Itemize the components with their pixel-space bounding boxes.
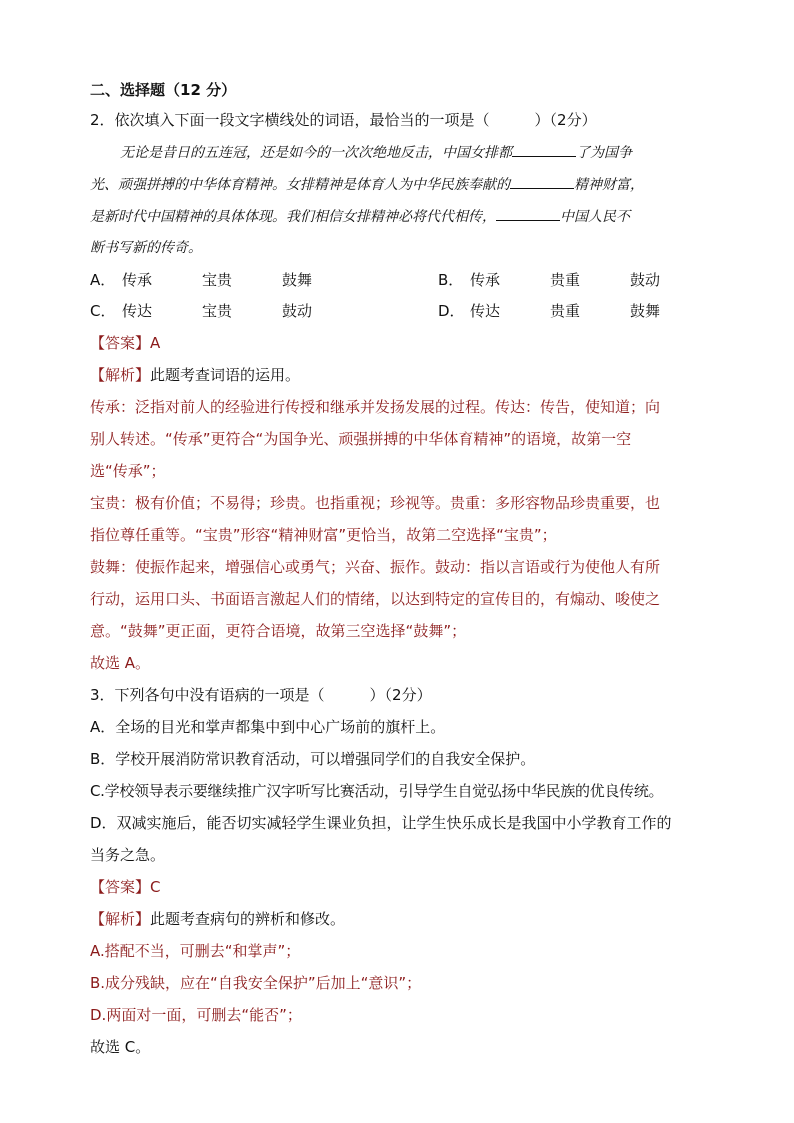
question-3-analysis-header: 【解析】此题考查病句的辨析和修改。 xyxy=(90,910,346,928)
analysis-line: 鼓舞：使振作起来，增强信心或勇气；兴奋、振作。鼓动：指以言语或行为使他人有所 xyxy=(90,558,661,576)
analysis-line: 行动，运用口头、书面语言激起人们的情绪，以达到特定的宣传目的，有煽动、唆使之 xyxy=(90,590,661,608)
blank-2 xyxy=(510,174,574,189)
option-b: B．学校开展消防常识教育活动，可以增强同学们的自我安全保护。 xyxy=(90,750,536,768)
option-row xyxy=(90,270,710,290)
analysis-line: 选“传承”； xyxy=(90,462,166,480)
option-d-continued: 当务之急。 xyxy=(90,846,166,864)
option-d: D． 传达 贵重 鼓舞 xyxy=(438,302,661,320)
question-2-analysis-header: 【解析】此题考查词语的运用。 xyxy=(90,366,301,384)
option-a: A． 传承 宝贵 鼓舞 xyxy=(90,271,313,289)
question-3-analysis xyxy=(90,941,710,1057)
option-c: C． 传达 宝贵 鼓动 xyxy=(90,302,313,320)
blank-3 xyxy=(496,206,560,221)
option-c: C.学校领导表示要继续推广汉字听写比赛活动，引导学生自觉弘扬中华民族的优良传统。 xyxy=(90,782,664,800)
passage-line-3: 是新时代中国精神的具体体现。我们相信女排精神必将代代相传， 中国人民不 xyxy=(90,206,710,226)
question-2-options xyxy=(90,270,710,321)
analysis-line: 故选 A。 xyxy=(90,654,151,672)
question-2-analysis xyxy=(90,397,710,673)
question-2-passage xyxy=(90,142,710,258)
analysis-line: D.两面对一面，可删去“能否”； xyxy=(90,1006,302,1024)
section-title: 二、选择题（12 分） xyxy=(90,81,237,99)
analysis-line: 故选 C。 xyxy=(90,1038,151,1056)
question-3-stem: 3．下列各句中没有语病的一项是（ ）（2分） xyxy=(90,686,432,704)
analysis-line: 别人转述。“传承”更符合“为国争光、顽强拼搏的中华体育精神”的语境，故第一空 xyxy=(90,430,632,448)
option-d: D．双减实施后，能否切实减轻学生课业负担，让学生快乐成长是我国中小学教育工作的 xyxy=(90,814,672,832)
analysis-line: B.成分残缺，应在“自我安全保护”后加上“意识”； xyxy=(90,974,422,992)
passage-line-2: 光、顽强拼搏的中华体育精神。女排精神是体育人为中华民族奉献的 精神财富， xyxy=(90,174,710,194)
option-row xyxy=(90,301,710,321)
question-2-answer: 【答案】A xyxy=(90,334,161,352)
analysis-line: A.搭配不当，可删去“和掌声”； xyxy=(90,942,301,960)
analysis-line: 宝贵：极有价值；不易得；珍贵。也指重视；珍视等。贵重：多形容物品珍贵重要，也 xyxy=(90,494,661,512)
question-3-options xyxy=(90,717,710,865)
analysis-line: 指位尊任重等。“宝贵”形容“精神财富”更恰当，故第二空选择“宝贵”； xyxy=(90,526,557,544)
analysis-line: 传承：泛指对前人的经验进行传授和继承并发扬发展的过程。传达：传告，使知道；向 xyxy=(90,398,661,416)
question-3-answer: 【答案】C xyxy=(90,878,161,896)
passage-line-4: 断书写新的传奇。 xyxy=(90,240,202,256)
analysis-line: 意。“鼓舞”更正面，更符合语境，故第三空选择“鼓舞”； xyxy=(90,622,467,640)
document-page xyxy=(90,80,710,1069)
option-a: A．全场的目光和掌声都集中到中心广场前的旗杆上。 xyxy=(90,718,446,736)
question-2-stem: 2．依次填入下面一段文字横线处的词语，最恰当的一项是（ ）（2分） xyxy=(90,111,597,129)
passage-line-1: 无论是昔日的五连冠，还是如今的一次次绝地反击，中国女排都 了为国争 xyxy=(90,142,710,162)
blank-1 xyxy=(512,142,576,157)
option-b: B． 传承 贵重 鼓动 xyxy=(438,271,661,289)
